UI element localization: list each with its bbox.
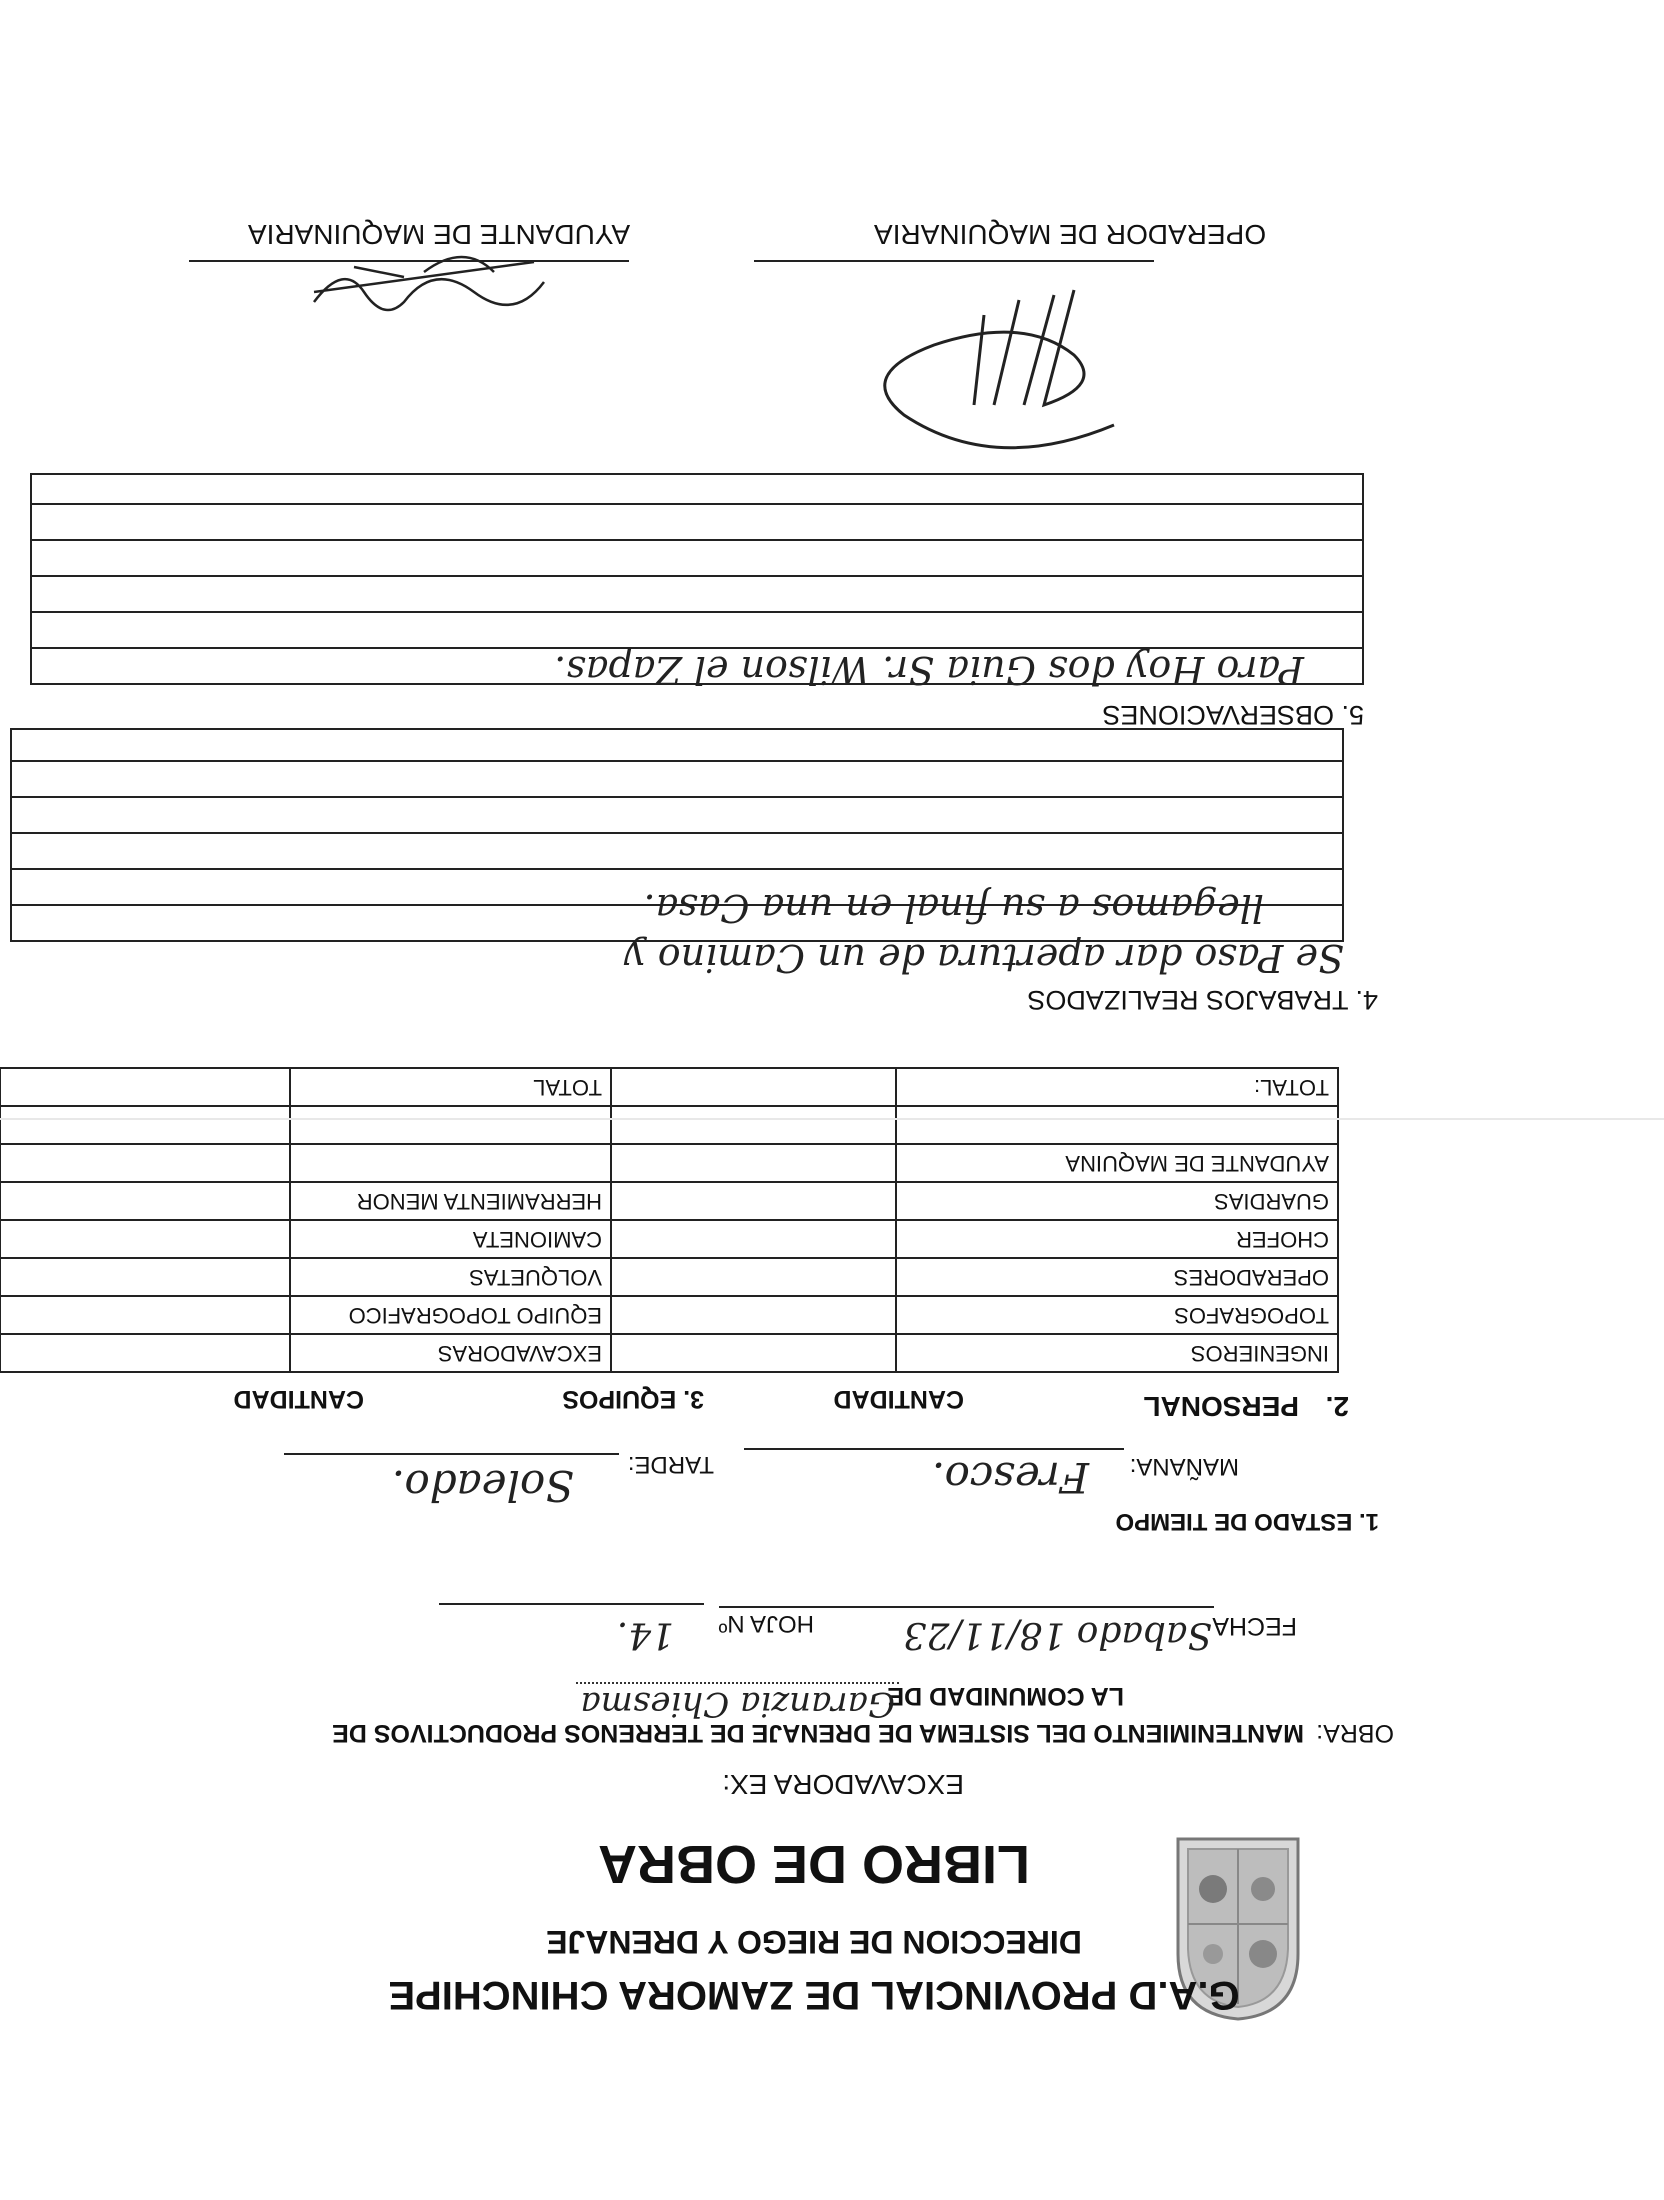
fecha-underline [719, 1606, 1214, 1608]
personal-cell: TOTAL: [896, 1068, 1338, 1106]
personal-equipos-table [0, 1067, 1339, 1373]
section-4-heading: 4. TRABAJOS REALIZADOS [1027, 985, 1378, 1015]
table-row [0, 1220, 1338, 1258]
obra-description-line1: MANTENIMIENTO DEL SISTEMA DE DRENAJE DE TERRENOS PRODUCTIVOS DE [332, 1719, 1304, 1747]
personal-cell [896, 1106, 1338, 1144]
table-row [0, 1258, 1338, 1296]
equipo-cell: TOTAL [290, 1068, 611, 1106]
personal-cell: CHOFER [896, 1220, 1338, 1258]
personal-cantidad-cell [611, 1258, 896, 1296]
operator-signature-label: OPERADOR DE MAQUINARIA [874, 219, 1267, 250]
equipo-cell [290, 1106, 611, 1144]
org-name: G.A.D PROVINCIAL DE ZAMORA CHINCHIPE [388, 1973, 1240, 2017]
equipo-cell [290, 1144, 611, 1182]
personal-cantidad-cell [611, 1296, 896, 1334]
personal-cell: GUARDIAS [896, 1182, 1338, 1220]
assistant-signature-label: AYUDANTE DE MAQUINARIA [247, 219, 631, 250]
personal-cantidad-cell [611, 1144, 896, 1182]
section-2-heading: PERSONAL [1143, 1391, 1299, 1422]
equipo-cantidad-cell [0, 1296, 290, 1334]
trabajos-line-1: Se Paso dar apertura de un Camino y [624, 936, 1344, 980]
fecha-value: Sabado 18/11/23 [903, 1614, 1212, 1655]
table-row [0, 1182, 1338, 1220]
manana-label: MAÑANA: [1129, 1453, 1239, 1480]
page-title: LIBRO DE OBRA [598, 1834, 1030, 1894]
equipo-cantidad-cell [0, 1334, 290, 1372]
hoja-value: 14. [616, 1614, 674, 1655]
personal-cell: TOPOGRAFOS [896, 1296, 1338, 1334]
personal-cantidad-cell [611, 1068, 896, 1106]
hoja-label: HOJA Nº [718, 1610, 814, 1637]
personal-cantidad-cell [611, 1220, 896, 1258]
tarde-underline [284, 1453, 619, 1455]
personal-cantidad-cell [611, 1106, 896, 1144]
operator-signature-line [754, 260, 1154, 262]
manana-value: Fresco. [931, 1453, 1089, 1502]
operator-signature [834, 275, 1134, 465]
personal-cantidad-header: CANTIDAD [833, 1385, 964, 1413]
personal-cantidad-cell [611, 1334, 896, 1372]
equipo-cantidad-cell [0, 1182, 290, 1220]
table-row [0, 1334, 1338, 1372]
obra-label: OBRA: [1316, 1719, 1394, 1747]
section-3-heading: 3. EQUIPOS [562, 1385, 704, 1413]
trabajos-line-2: llegamos a su final en una Casa. [643, 886, 1264, 930]
observaciones-line-1: Paro Hoy dos Guia Sr. Wilson el Zapas. [554, 648, 1304, 692]
fecha-label: FECHA [1212, 1612, 1297, 1640]
equipo-cantidad-cell [0, 1068, 290, 1106]
department-name: DIRECCION DE RIEGO Y DRENAJE [546, 1924, 1082, 1960]
equipo-cantidad-cell [0, 1220, 290, 1258]
tarde-value: Soleado. [391, 1461, 574, 1510]
machine-label: EXCAVADORA EX: [722, 1769, 964, 1800]
section-1-heading: 1. ESTADO DE TIEMPO [1115, 1508, 1379, 1535]
equipos-cantidad-header: CANTIDAD [233, 1385, 364, 1413]
personal-cell: AYUDANTE DE MAQUINA [896, 1144, 1338, 1182]
equipo-cell: VOLQUETAS [290, 1258, 611, 1296]
equipo-cell: EQUIPO TOPOGRAFICO [290, 1296, 611, 1334]
table-row [0, 1068, 1338, 1106]
tarde-label: TARDE: [627, 1451, 714, 1478]
equipo-cantidad-cell [0, 1258, 290, 1296]
section-5-heading: 5. OBSERVACIONES [1102, 700, 1364, 730]
equipo-cantidad-cell [0, 1106, 290, 1144]
scan-fold-line [0, 1118, 1664, 1120]
obra-description-line2: LA COMUNIDAD DE [887, 1682, 1124, 1710]
trabajos-lines-box [10, 728, 1344, 942]
manana-underline [744, 1448, 1124, 1450]
personal-cell: OPERADORES [896, 1258, 1338, 1296]
table-row [0, 1144, 1338, 1182]
equipo-cell: HERRAMIENTA MENOR [290, 1182, 611, 1220]
equipo-cantidad-cell [0, 1144, 290, 1182]
assistant-signature-line [189, 260, 629, 262]
comunidad-handwritten: Garanzia Chiesma [576, 1682, 899, 1724]
equipo-cell: CAMIONETA [290, 1220, 611, 1258]
table-row [0, 1296, 1338, 1334]
personal-cell: INGENIEROS [896, 1334, 1338, 1372]
table-row [0, 1106, 1338, 1144]
personal-cantidad-cell [611, 1182, 896, 1220]
hoja-underline [439, 1603, 704, 1605]
observaciones-lines-box [30, 473, 1364, 685]
equipo-cell: EXCAVADORAS [290, 1334, 611, 1372]
section-2-number: 2. [1325, 1391, 1349, 1422]
